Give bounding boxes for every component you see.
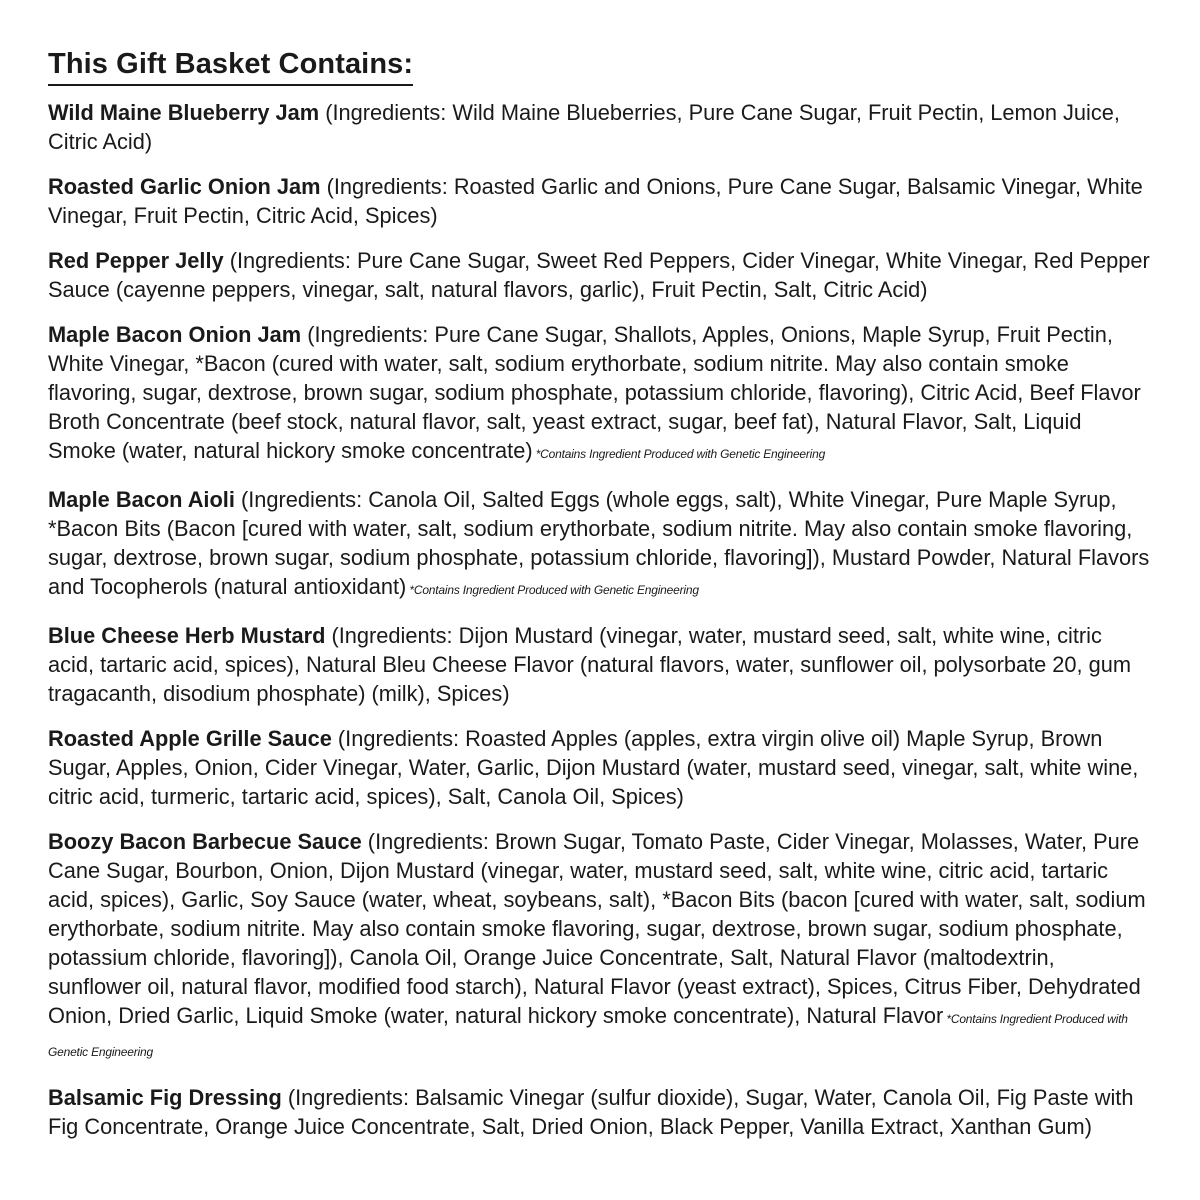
product-name: Balsamic Fig Dressing [48,1085,282,1110]
product-name: Roasted Garlic Onion Jam [48,174,321,199]
product-ingredients: (Ingredients: Brown Sugar, Tomato Paste, Cider Vinegar, Molasses, Water, Pure Cane Sugar, Bourbon, Onion, Dijon Mustard (vinegar, water, mustard seed, salt, white wine, citric acid, tartaric acid, spices), Garlic, Soy Sauce (water, wheat, soybeans, salt), *Bacon Bits (bacon [cured with water, salt, sodium erythorbate, sodium nitrite. May also contain smoke flavoring, sugar, dextrose, brown sugar, sodium phosphate, potassium chloride, flavoring]), Canola Oil, Orange Juice Concentrate, Salt, Natural Flavor (maltodextrin, sunflower oil, natural flavor, modified food starch), Natural Flavor (yeast extract), Spices, Citrus Fiber, Dehydrated Onion, Dried Garlic, Liquid Smoke (water, natural hickory smoke concentrate), Natural Flavor [48,829,1146,1028]
page-title: This Gift Basket Contains: [48,44,413,86]
ingredient-entry [48,320,1150,469]
ingredient-entry [48,246,1150,304]
ingredient-entry [48,485,1150,605]
ingredient-entry [48,98,1150,156]
product-ingredients: (Ingredients: Pure Cane Sugar, Shallots, Apples, Onions, Maple Syrup, Fruit Pectin, White Vinegar, *Bacon (cured with water, salt, sodium erythorbate, sodium nitrite. May also contain smoke flavoring, sugar, dextrose, brown sugar, sodium phosphate, potassium chloride, flavoring), Citric Acid, Beef Flavor Broth Concentrate (beef stock, natural flavor, salt, yeast extract, sugar, beef fat), Natural Flavor, Salt, Liquid Smoke (water, natural hickory smoke concentrate) [48,322,1141,463]
genetic-engineering-note: *Contains Ingredient Produced with Genetic Engineering [532,447,826,461]
product-name: Wild Maine Blueberry Jam [48,100,320,125]
ingredient-entry [48,621,1150,708]
product-name: Blue Cheese Herb Mustard [48,623,326,648]
genetic-engineering-note: *Contains Ingredient Produced with Genetic Engineering [406,583,699,597]
product-ingredients: (Ingredients: Wild Maine Blueberries, Pure Cane Sugar, Fruit Pectin, Lemon Juice, Citric Acid) [48,100,1120,154]
product-name: Maple Bacon Aioli [48,487,235,512]
product-name: Maple Bacon Onion Jam [48,322,302,347]
product-ingredients: (Ingredients: Roasted Garlic and Onions, Pure Cane Sugar, Balsamic Vinegar, White Vinegar, Fruit Pectin, Citric Acid, Spices) [48,174,1143,228]
ingredient-entry [48,1083,1150,1141]
product-name: Boozy Bacon Barbecue Sauce [48,829,362,854]
genetic-engineering-note: *Contains Ingredient Produced with Genetic Engineering [48,1012,1128,1059]
product-ingredients: (Ingredients: Balsamic Vinegar (sulfur dioxide), Sugar, Water, Canola Oil, Fig Paste with Fig Concentrate, Orange Juice Concentrate, Salt, Dried Onion, Black Pepper, Vanilla Extract, Xanthan Gum) [48,1085,1134,1139]
product-ingredients: (Ingredients: Roasted Apples (apples, extra virgin olive oil) Maple Syrup, Brown Sugar, Apples, Onion, Cider Vinegar, Water, Garlic, Dijon Mustard (water, mustard seed, vinegar, salt, white wine, citric acid, turmeric, tartaric acid, spices), Salt, Canola Oil, Spices) [48,726,1139,809]
product-ingredients: (Ingredients: Canola Oil, Salted Eggs (whole eggs, salt), White Vinegar, Pure Maple Syrup, *Bacon Bits (Bacon [cured with water, salt, sodium erythorbate, sodium nitrite. May also contain smoke flavoring, sugar, dextrose, brown sugar, sodium phosphate, potassium chloride, flavoring]), Mustard Powder, Natural Flavors and Tocopherols (natural antioxidant) [48,487,1150,599]
ingredient-entry [48,724,1150,811]
product-name: Red Pepper Jelly [48,248,224,273]
product-name: Roasted Apple Grille Sauce [48,726,332,751]
ingredient-entry [48,827,1150,1067]
product-ingredients: (Ingredients: Pure Cane Sugar, Sweet Red Peppers, Cider Vinegar, White Vinegar, Red Pepper Sauce (cayenne peppers, vinegar, salt, natural flavors, garlic), Fruit Pectin, Salt, Citric Acid) [48,248,1150,302]
product-ingredients: (Ingredients: Dijon Mustard (vinegar, water, mustard seed, salt, white wine, citric acid, tartaric acid, spices), Natural Bleu Cheese Flavor (natural flavors, water, sunflower oil, polysorbate 20, gum tragacanth, disodium phosphate) (milk), Spices) [48,623,1132,706]
ingredient-entry [48,172,1150,230]
